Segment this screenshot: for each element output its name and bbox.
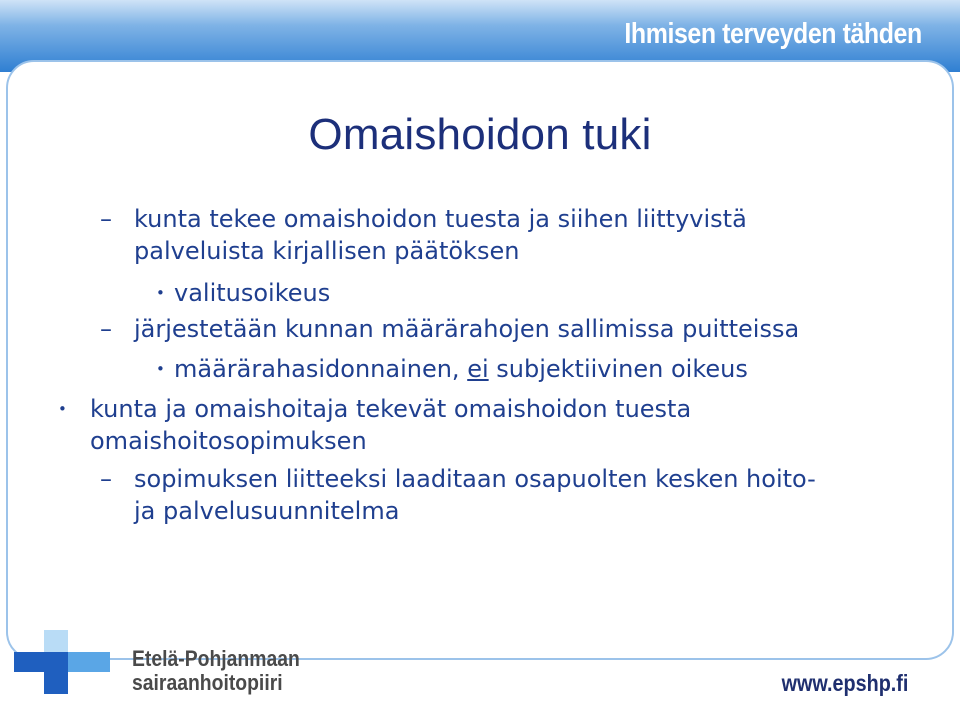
dash-marker: –	[100, 205, 112, 233]
slide-title: Omaishoidon tuki	[308, 110, 652, 159]
body-line: omaishoitosopimuksen	[90, 427, 367, 455]
website-link[interactable]: www.epshp.fi	[781, 670, 908, 696]
bullet-marker: •	[156, 284, 165, 302]
bullet-marker: •	[156, 360, 165, 378]
body-line: kunta ja omaishoitaja tekevät omaishoidon tuesta	[90, 395, 692, 423]
text-segment: subjektiivinen oikeus	[488, 355, 748, 383]
dash-marker: –	[100, 465, 112, 493]
underlined-word: ei	[467, 355, 489, 383]
body-line: valitusoikeus	[174, 279, 331, 307]
header-tagline: Ihmisen terveyden tähden	[624, 18, 922, 50]
logo-text-line1: Etelä-Pohjanmaan	[132, 646, 300, 671]
body-line: ja palvelusuunnitelma	[134, 497, 400, 525]
body-line: kunta tekee omaishoidon tuesta ja siihen liittyvistä	[134, 205, 747, 233]
logo-text-line2: sairaanhoitopiiri	[132, 670, 283, 695]
body-line: järjestetään kunnan määrärahojen sallimissa puitteissa	[134, 315, 800, 343]
dash-marker: –	[100, 315, 112, 343]
body-line: sopimuksen liitteeksi laaditaan osapuolten kesken hoito-	[134, 465, 816, 493]
logo-cross-icon	[14, 630, 114, 694]
bullet-marker: •	[58, 400, 67, 418]
text-segment: määrärahasidonnainen,	[174, 355, 468, 383]
body-line: palveluista kirjallisen päätöksen	[134, 237, 520, 265]
body-line	[174, 354, 748, 384]
